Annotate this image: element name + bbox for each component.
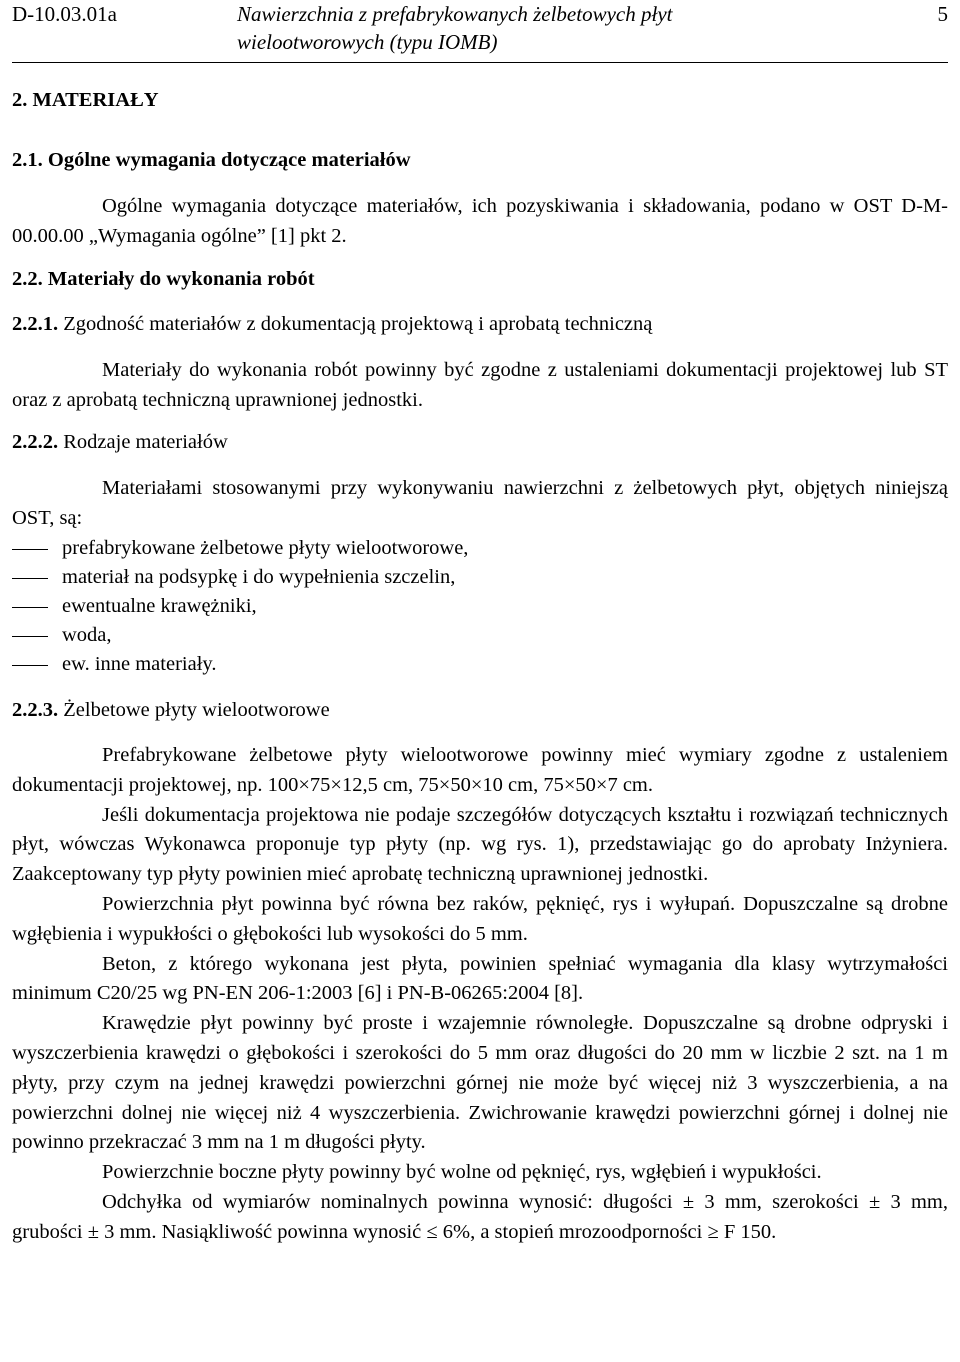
page-number: 5: [937, 2, 948, 26]
list-item: [12, 534, 948, 564]
list-item-text: prefabrykowane żelbetowe płyty wielootworowe,: [62, 537, 469, 559]
section-2-2-3-number: 2.2.3.: [12, 699, 59, 721]
section-2-2-3-title: Żelbetowe płyty wielootworowe: [63, 699, 330, 721]
section-2-2-2-heading: [12, 428, 948, 458]
paragraph: Ogólne wymagania dotyczące materiałów, ich pozyskiwania i składowania, podano w OST D-M-00.00.00 „Wymagania ogólne” [1] pkt 2.: [12, 195, 948, 247]
dash-bullet: [12, 549, 48, 550]
dash-bullet: [12, 636, 48, 637]
document-title: Nawierzchnia z prefabrykowanych żelbetowych płyt wielootworowych (typu IOMB): [237, 2, 673, 54]
section-2-2-2-title: Rodzaje materiałów: [63, 431, 228, 453]
dash-bullet: [12, 665, 48, 666]
list-item: [12, 621, 948, 651]
dash-bullet: [12, 578, 48, 579]
list-item-text: ew. inne materiały.: [62, 653, 217, 675]
list-item: [12, 563, 948, 593]
section-2-1-body: [12, 192, 948, 252]
section-2-2-1-body: [12, 356, 948, 416]
section-2-2-2-body: [12, 474, 948, 534]
document-page: [12, 0, 948, 1243]
section-2-1-heading: 2.1. Ogólne wymagania dotyczące materiałów: [12, 149, 411, 171]
section-2-2-1-title: Zgodność materiałów z dokumentacją projektową i aprobatą techniczną: [63, 313, 653, 335]
section-2-title: MATERIAŁY: [32, 89, 159, 111]
section-2-number: 2.: [12, 89, 28, 111]
paragraph: Materiały do wykonania robót powinny być zgodne z ustaleniami dokumentacji projektowej lub ST oraz z aprobatą techniczną uprawnionej jednostki.: [12, 359, 948, 411]
paragraph: Prefabrykowane żelbetowe płyty wielootworowe powinny mieć wymiary zgodne z ustaleniem dokumentacji projektowej, np. 100×75×12,5 cm, 75×50×10 cm, 75×50×7 cm.: [12, 744, 948, 796]
paragraph: Krawędzie płyt powinny być proste i wzajemnie równoległe. Dopuszczalne są drobne odpryski i wyszczerbienia krawędzi o głębokości i szerokości do 5 mm oraz długości do 20 mm w liczbie 2 szt. na 1 m płyty, przy czym na jednej krawędzi powierzchni górnej nie może być więcej niż 3 wyszczerbienia, a na powierzchni dolnej nie więcej niż 4 wyszczerbienia. Zwichrowanie krawędzi powierzchni górnej i dolnej nie powinno przekraczać 3 mm na 1 m długości płyty.: [12, 1012, 948, 1154]
section-2-2-3-body: [12, 741, 948, 1248]
paragraph: Odchyłka od wymiarów nominalnych powinna wynosić: długości ± 3 mm, szerokości ± 3 mm, grubości ± 3 mm. Nasiąkliwość powinna wynosić ≤ 6%, a stopień mrozoodporności ≥ F 150.: [12, 1190, 948, 1243]
paragraph: Jeśli dokumentacja projektowa nie podaje szczegółów dotyczących kształtu i rozwiązań technicznych płyt, wówczas Wykonawca proponuje typ płyty (np. wg rys. 1), przedstawiając go do aprobaty Inżyniera. Zaakceptowany typ płyty powinien mieć aprobatę techniczną uprawnionej jednostki.: [12, 803, 948, 886]
list-item: [12, 650, 948, 680]
list-item-text: materiał na podsypkę i do wypełnienia szczelin,: [62, 566, 456, 588]
document-code: D-10.03.01a: [12, 2, 117, 26]
page-header: [12, 0, 948, 63]
paragraph: Beton, z którego wykonana jest płyta, powinien spełniać wymagania dla klasy wytrzymałości minimum C20/25 wg PN-EN 206-1:2003 [6] i PN-B-06265:2004 [8].: [12, 952, 948, 1005]
section-2-heading: [12, 86, 948, 116]
list-item: [12, 592, 948, 622]
section-2-2-1-number: 2.2.1.: [12, 313, 59, 335]
section-2-2-3-heading: [12, 696, 948, 726]
section-2-2-heading: 2.2. Materiały do wykonania robót: [12, 268, 315, 290]
list-item-text: ewentualne krawężniki,: [62, 595, 257, 617]
section-2-2-2-number: 2.2.2.: [12, 431, 59, 453]
dash-bullet: [12, 607, 48, 608]
list-item-text: woda,: [62, 624, 112, 646]
paragraph: Powierzchnia płyt powinna być równa bez raków, pęknięć, rys i wyłupań. Dopuszczalne są drobne wgłębienia i wypukłości o głębokości lub wysokości do 5 mm.: [12, 892, 948, 945]
paragraph: Materiałami stosowanymi przy wykonywaniu nawierzchni z żelbetowych płyt, objętych niniejszą OST, są:: [12, 477, 948, 529]
section-2-2-1-heading: [12, 310, 948, 340]
paragraph: Powierzchnie boczne płyty powinny być wolne od pęknięć, rys, wgłębień i wypukłości.: [102, 1161, 822, 1184]
